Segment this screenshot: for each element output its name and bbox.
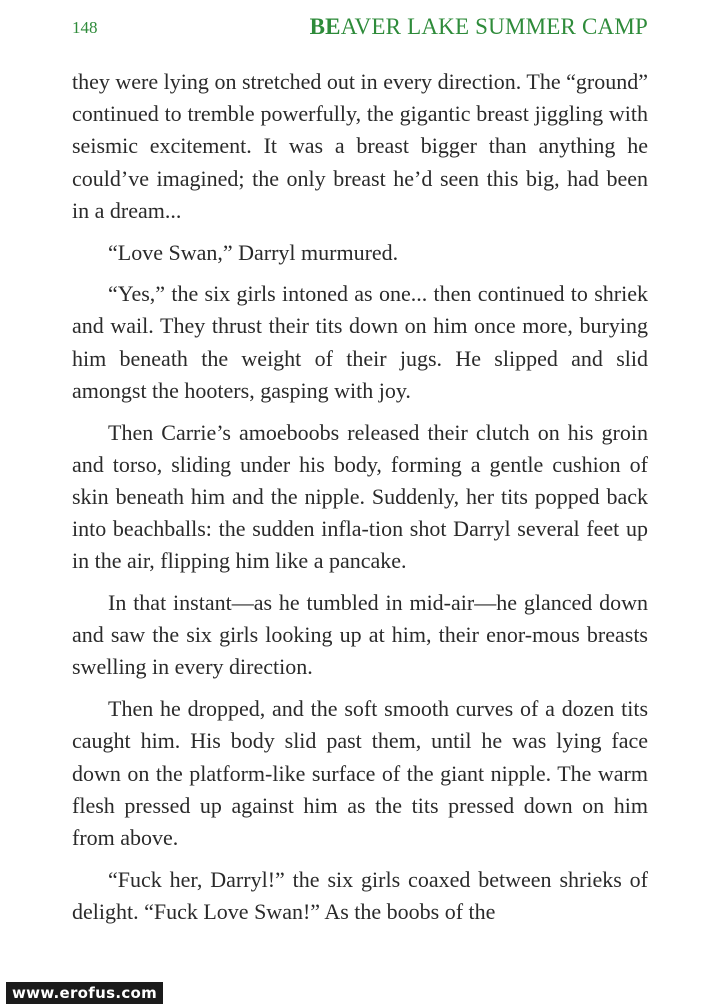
running-head-lead: BE	[309, 14, 341, 39]
paragraph-1: they were lying on stretched out in every direction. The “ground” continued to tremble powerfully, the gigantic breast jiggling with seismic excitement. It was a breast bigger than anything he could’ve imagined; the only breast he’d seen this big, had been in a dream...	[72, 69, 648, 223]
paragraph-5: In that instant—as he tumbled in mid-air—he glanced down and saw the six girls looking up at him, their enor-mous breasts swelling in every direction.	[72, 590, 648, 680]
body-text	[72, 66, 648, 938]
paragraph-7: “Fuck her, Darryl!” the six girls coaxed between shrieks of delight. “Fuck Love Swan!” As the boobs of the	[72, 866, 648, 924]
watermark: www.erofus.com	[6, 982, 163, 1004]
page-number: 148	[72, 18, 98, 37]
running-head-rest: AVER LAKE SUMMER CAMP	[340, 14, 648, 39]
paragraph-6: Then he dropped, and the soft smooth curves of a dozen tits caught him. His body slid past them, until he was lying face down on the platform-like surface of the giant nipple. The warm flesh pressed up against him as the tits pressed down on him from above.	[72, 696, 648, 850]
paragraph-2: “Love Swan,” Darryl murmured.	[108, 239, 399, 265]
paragraph-4: Then Carrie’s amoeboobs released their clutch on his groin and torso, sliding under his body, forming a gentle cushion of skin beneath him and the nipple. Suddenly, her tits popped back into beachballs: the sudden infla-tion shot Darryl several feet up in the air, flipping him like a pancake.	[72, 419, 648, 574]
running-head	[310, 14, 648, 40]
page-header	[72, 14, 648, 46]
paragraph-3: “Yes,” the six girls intoned as one... then continued to shriek and wail. They thrust their tits down on him once more, burying him beneath the weight of their jugs. He slipped and slid amongst the hooters, gasping with joy.	[72, 281, 648, 403]
